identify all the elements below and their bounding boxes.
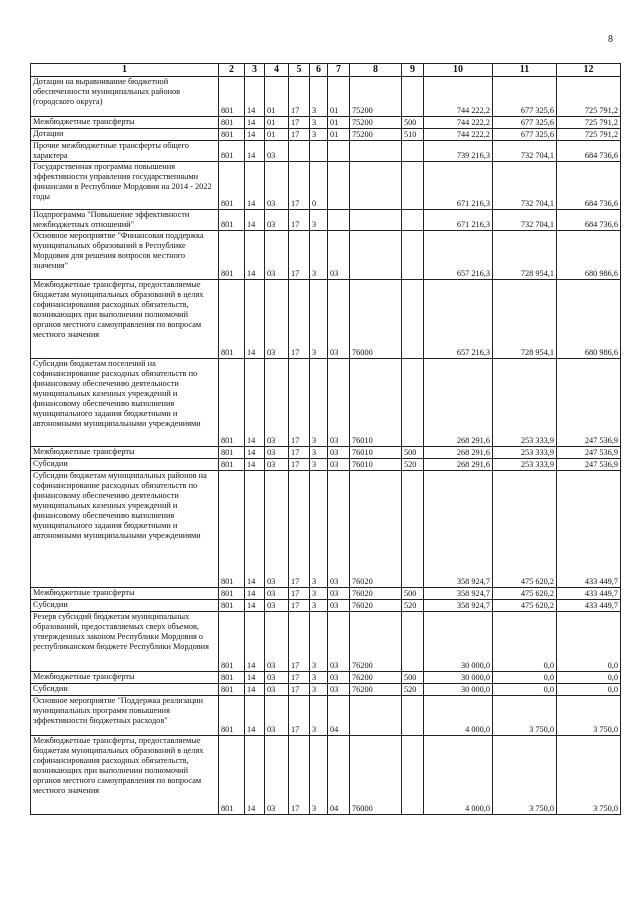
code-grbs: 801 [219,459,245,471]
code-grbs: 801 [219,684,245,696]
code-event: 03 [328,600,350,612]
table-row [31,471,621,588]
row-description: Дотации на выравнивание бюджетной обеспеченности муниципальных районов (городского округа) [31,77,219,117]
amount-col10: 744 222,2 [424,129,493,141]
code-direction [350,141,402,162]
code-section: 14 [245,117,265,129]
code-expense-type: 500 [402,447,424,459]
amount-col11: 0,0 [493,672,557,684]
row-description: Межбюджетные трансферты [31,672,219,684]
code-direction: 76020 [350,588,402,600]
table-row [31,359,621,447]
code-subsection: 03 [265,672,289,684]
amount-col12: 433 449,7 [557,600,621,612]
code-event [328,210,350,231]
col-header: 6 [310,64,328,77]
code-program: 17 [289,736,310,815]
code-expense-type [402,162,424,210]
code-expense-type: 520 [402,684,424,696]
code-subsection: 01 [265,117,289,129]
code-section: 14 [245,210,265,231]
code-subprogram: 3 [310,600,328,612]
row-description: Основное мероприятие "Финансовая поддержка муниципальных образований в Республике Мордовия для решения вопросов местного значения" [31,231,219,280]
code-program: 17 [289,612,310,672]
row-description: Межбюджетные трансферты, предоставляемые бюджетам муниципальных образований в целях софинансирования расходных обязательств, возникающих при выполнении полномочий органов местного самоуправления по вопросам местного значения [31,736,219,815]
table-row [31,672,621,684]
col-header: 12 [557,64,621,77]
code-direction: 76020 [350,600,402,612]
code-expense-type [402,231,424,280]
row-description: Резерв субсидий бюджетам муниципальных образований, предоставляемых сверх объемов, утвержденных законом Республики Мордовия о республиканском бюджете Республики Мордовия [31,612,219,672]
amount-col11: 677 325,6 [493,129,557,141]
code-expense-type [402,612,424,672]
amount-col11: 475 620,2 [493,471,557,588]
code-direction: 76200 [350,612,402,672]
amount-col11: 677 325,6 [493,77,557,117]
code-direction: 76010 [350,447,402,459]
code-section: 14 [245,231,265,280]
code-subprogram: 3 [310,77,328,117]
row-description: Подпрограмма "Повышение эффективности межбюджетных отношений" [31,210,219,231]
code-program: 17 [289,210,310,231]
code-direction [350,696,402,736]
code-subprogram: 3 [310,736,328,815]
code-grbs: 801 [219,210,245,231]
row-description: Субсидии бюджетам поселений на софинансирование расходных обязательств по финансовому обеспечению деятельности муниципальных казенных учреждений и финансовому обеспечению выполнения муниципального задания бюджетными и автономными муниципальными учреждениями [31,359,219,447]
table-row [31,459,621,471]
amount-col10: 30 000,0 [424,684,493,696]
code-section: 14 [245,280,265,359]
code-subprogram: 3 [310,210,328,231]
amount-col10: 358 924,7 [424,588,493,600]
code-program: 17 [289,162,310,210]
code-direction: 75200 [350,77,402,117]
code-subprogram: 3 [310,117,328,129]
amount-col11: 253 333,9 [493,447,557,459]
amount-col11: 677 325,6 [493,117,557,129]
amount-col10: 671 216,3 [424,210,493,231]
code-direction: 76000 [350,280,402,359]
code-event: 04 [328,696,350,736]
code-direction: 75200 [350,129,402,141]
code-event: 03 [328,459,350,471]
table-row [31,231,621,280]
code-subsection: 03 [265,280,289,359]
code-grbs: 801 [219,359,245,447]
amount-col12: 433 449,7 [557,588,621,600]
amount-col10: 358 924,7 [424,471,493,588]
code-program: 17 [289,359,310,447]
amount-col10: 268 291,6 [424,359,493,447]
amount-col10: 30 000,0 [424,672,493,684]
amount-col11: 732 704,1 [493,210,557,231]
code-subsection: 03 [265,612,289,672]
code-section: 14 [245,359,265,447]
code-subsection: 03 [265,600,289,612]
amount-col12: 725 791,2 [557,77,621,117]
amount-col10: 657 216,3 [424,231,493,280]
code-subsection: 03 [265,141,289,162]
code-section: 14 [245,736,265,815]
code-subsection: 03 [265,359,289,447]
amount-col11: 732 704,1 [493,162,557,210]
code-program: 17 [289,672,310,684]
code-grbs: 801 [219,280,245,359]
code-event: 03 [328,588,350,600]
code-grbs: 801 [219,471,245,588]
amount-col10: 268 291,6 [424,459,493,471]
code-subprogram: 3 [310,684,328,696]
code-subprogram: 3 [310,471,328,588]
code-event [328,162,350,210]
amount-col10: 4 000,0 [424,696,493,736]
code-expense-type [402,359,424,447]
row-description: Межбюджетные трансферты [31,117,219,129]
code-grbs: 801 [219,736,245,815]
code-expense-type: 500 [402,588,424,600]
code-subsection: 03 [265,696,289,736]
col-header: 4 [265,64,289,77]
row-description: Субсидии [31,600,219,612]
table-row [31,210,621,231]
table-row [31,117,621,129]
amount-col12: 680 986,6 [557,231,621,280]
amount-col11: 728 954,1 [493,231,557,280]
code-expense-type [402,280,424,359]
code-subsection: 03 [265,588,289,600]
code-direction: 76010 [350,459,402,471]
row-description: Субсидии [31,459,219,471]
code-section: 14 [245,447,265,459]
code-subprogram: 0 [310,162,328,210]
amount-col11: 732 704,1 [493,141,557,162]
amount-col12: 247 536,9 [557,447,621,459]
code-grbs: 801 [219,162,245,210]
amount-col12: 247 536,9 [557,459,621,471]
amount-col12: 433 449,7 [557,471,621,588]
amount-col10: 268 291,6 [424,447,493,459]
code-direction: 76200 [350,672,402,684]
code-expense-type [402,736,424,815]
col-header: 7 [328,64,350,77]
col-header: 3 [245,64,265,77]
code-subsection: 03 [265,162,289,210]
code-grbs: 801 [219,447,245,459]
table-row [31,141,621,162]
code-expense-type [402,141,424,162]
amount-col12: 725 791,2 [557,117,621,129]
amount-col12: 684 736,6 [557,141,621,162]
row-description: Межбюджетные трансферты [31,588,219,600]
amount-col12: 0,0 [557,672,621,684]
amount-col10: 744 222,2 [424,77,493,117]
code-expense-type: 520 [402,600,424,612]
page-number: 8 [608,34,613,45]
amount-col11: 253 333,9 [493,359,557,447]
code-program: 17 [289,129,310,141]
code-direction [350,162,402,210]
code-program: 17 [289,117,310,129]
code-program: 17 [289,77,310,117]
code-direction [350,231,402,280]
code-direction: 75200 [350,117,402,129]
table-row [31,280,621,359]
code-section: 14 [245,672,265,684]
amount-col12: 680 986,6 [557,280,621,359]
code-subsection: 03 [265,684,289,696]
code-event: 01 [328,117,350,129]
code-subprogram: 3 [310,459,328,471]
amount-col12: 3 750,0 [557,736,621,815]
code-subprogram: 3 [310,612,328,672]
code-expense-type [402,471,424,588]
code-grbs: 801 [219,141,245,162]
amount-col10: 744 222,2 [424,117,493,129]
amount-col11: 0,0 [493,684,557,696]
code-event [328,141,350,162]
code-section: 14 [245,129,265,141]
amount-col12: 247 536,9 [557,359,621,447]
code-grbs: 801 [219,672,245,684]
code-subprogram: 3 [310,696,328,736]
code-section: 14 [245,471,265,588]
amount-col12: 3 750,0 [557,696,621,736]
code-subsection: 03 [265,736,289,815]
code-grbs: 801 [219,117,245,129]
col-header: 8 [350,64,402,77]
code-subsection: 03 [265,471,289,588]
row-description: Субсидии [31,684,219,696]
code-section: 14 [245,77,265,117]
table-row [31,162,621,210]
amount-col10: 358 924,7 [424,600,493,612]
code-expense-type [402,210,424,231]
amount-col11: 0,0 [493,612,557,672]
code-program: 17 [289,231,310,280]
amount-col10: 739 216,3 [424,141,493,162]
code-subprogram: 3 [310,359,328,447]
code-subsection: 01 [265,129,289,141]
code-subsection: 03 [265,459,289,471]
row-description: Основное мероприятие "Поддержка реализации муниципальных программ повышения эффективности бюджетных расходов" [31,696,219,736]
col-header: 11 [493,64,557,77]
table-row [31,588,621,600]
code-grbs: 801 [219,600,245,612]
amount-col12: 0,0 [557,684,621,696]
code-direction [350,210,402,231]
code-program: 17 [289,696,310,736]
code-program: 17 [289,459,310,471]
code-section: 14 [245,588,265,600]
amount-col12: 0,0 [557,612,621,672]
table-row [31,77,621,117]
code-event: 03 [328,447,350,459]
code-grbs: 801 [219,77,245,117]
row-description: Государственная программа повышения эффективности управления государственными финансами в Республике Мордовия на 2014 - 2022 годы [31,162,219,210]
table-row [31,684,621,696]
amount-col11: 3 750,0 [493,696,557,736]
code-expense-type: 520 [402,459,424,471]
amount-col10: 4 000,0 [424,736,493,815]
code-grbs: 801 [219,588,245,600]
table-row [31,600,621,612]
code-grbs: 801 [219,696,245,736]
code-subprogram [310,141,328,162]
code-subprogram: 3 [310,129,328,141]
col-header: 5 [289,64,310,77]
code-program: 17 [289,600,310,612]
amount-col10: 30 000,0 [424,612,493,672]
code-program: 17 [289,447,310,459]
budget-table [30,63,621,815]
table-row [31,736,621,815]
amount-col11: 728 954,1 [493,280,557,359]
code-section: 14 [245,684,265,696]
code-expense-type: 500 [402,672,424,684]
row-description: Межбюджетные трансферты, предоставляемые бюджетам муниципальных образований в целях софинансирования расходных обязательств, возникающих при выполнении полномочий органов местного самоуправления по вопросам местного значения [31,280,219,359]
code-event: 03 [328,280,350,359]
amount-col12: 725 791,2 [557,129,621,141]
code-program: 17 [289,588,310,600]
amount-col11: 253 333,9 [493,459,557,471]
code-section: 14 [245,696,265,736]
code-event: 01 [328,77,350,117]
code-subsection: 03 [265,231,289,280]
code-direction: 76000 [350,736,402,815]
code-program: 17 [289,471,310,588]
amount-col11: 3 750,0 [493,736,557,815]
amount-col12: 684 736,6 [557,210,621,231]
code-direction: 76200 [350,684,402,696]
code-event: 03 [328,672,350,684]
amount-col10: 657 216,3 [424,280,493,359]
code-expense-type: 510 [402,129,424,141]
amount-col10: 671 216,3 [424,162,493,210]
code-event: 01 [328,129,350,141]
table-row [31,447,621,459]
code-section: 14 [245,612,265,672]
col-header: 2 [219,64,245,77]
row-description: Прочие межбюджетные трансферты общего характера [31,141,219,162]
table-row [31,129,621,141]
code-section: 14 [245,459,265,471]
code-subsection: 03 [265,447,289,459]
code-event: 03 [328,471,350,588]
code-subprogram: 3 [310,447,328,459]
code-event: 03 [328,231,350,280]
col-header: 1 [31,64,219,77]
row-description: Субсидии бюджетам муниципальных районов на софинансирование расходных обязательств по финансовому обеспечению деятельности муниципальных казенных учреждений и финансовому обеспечению выполнения муниципального задания бюджетными и автономными муниципальными учреждениями [31,471,219,588]
code-event: 03 [328,612,350,672]
table-row [31,612,621,672]
code-direction: 76020 [350,471,402,588]
code-expense-type [402,696,424,736]
code-section: 14 [245,600,265,612]
code-subprogram: 3 [310,588,328,600]
code-program: 17 [289,684,310,696]
col-header: 10 [424,64,493,77]
amount-col12: 684 736,6 [557,162,621,210]
code-expense-type: 500 [402,117,424,129]
row-description: Дотации [31,129,219,141]
code-direction: 76010 [350,359,402,447]
row-description: Межбюджетные трансферты [31,447,219,459]
header-row [31,64,621,77]
code-subprogram: 3 [310,672,328,684]
code-subsection: 01 [265,77,289,117]
code-expense-type [402,77,424,117]
code-event: 04 [328,736,350,815]
code-grbs: 801 [219,129,245,141]
code-subsection: 03 [265,210,289,231]
code-event: 03 [328,359,350,447]
code-section: 14 [245,162,265,210]
amount-col11: 475 620,2 [493,600,557,612]
table-body [31,77,621,815]
code-subprogram: 3 [310,280,328,359]
table-row [31,696,621,736]
code-event: 03 [328,684,350,696]
col-header: 9 [402,64,424,77]
code-grbs: 801 [219,231,245,280]
code-program: 17 [289,280,310,359]
code-grbs: 801 [219,612,245,672]
amount-col11: 475 620,2 [493,588,557,600]
code-program [289,141,310,162]
code-section: 14 [245,141,265,162]
code-subprogram: 3 [310,231,328,280]
